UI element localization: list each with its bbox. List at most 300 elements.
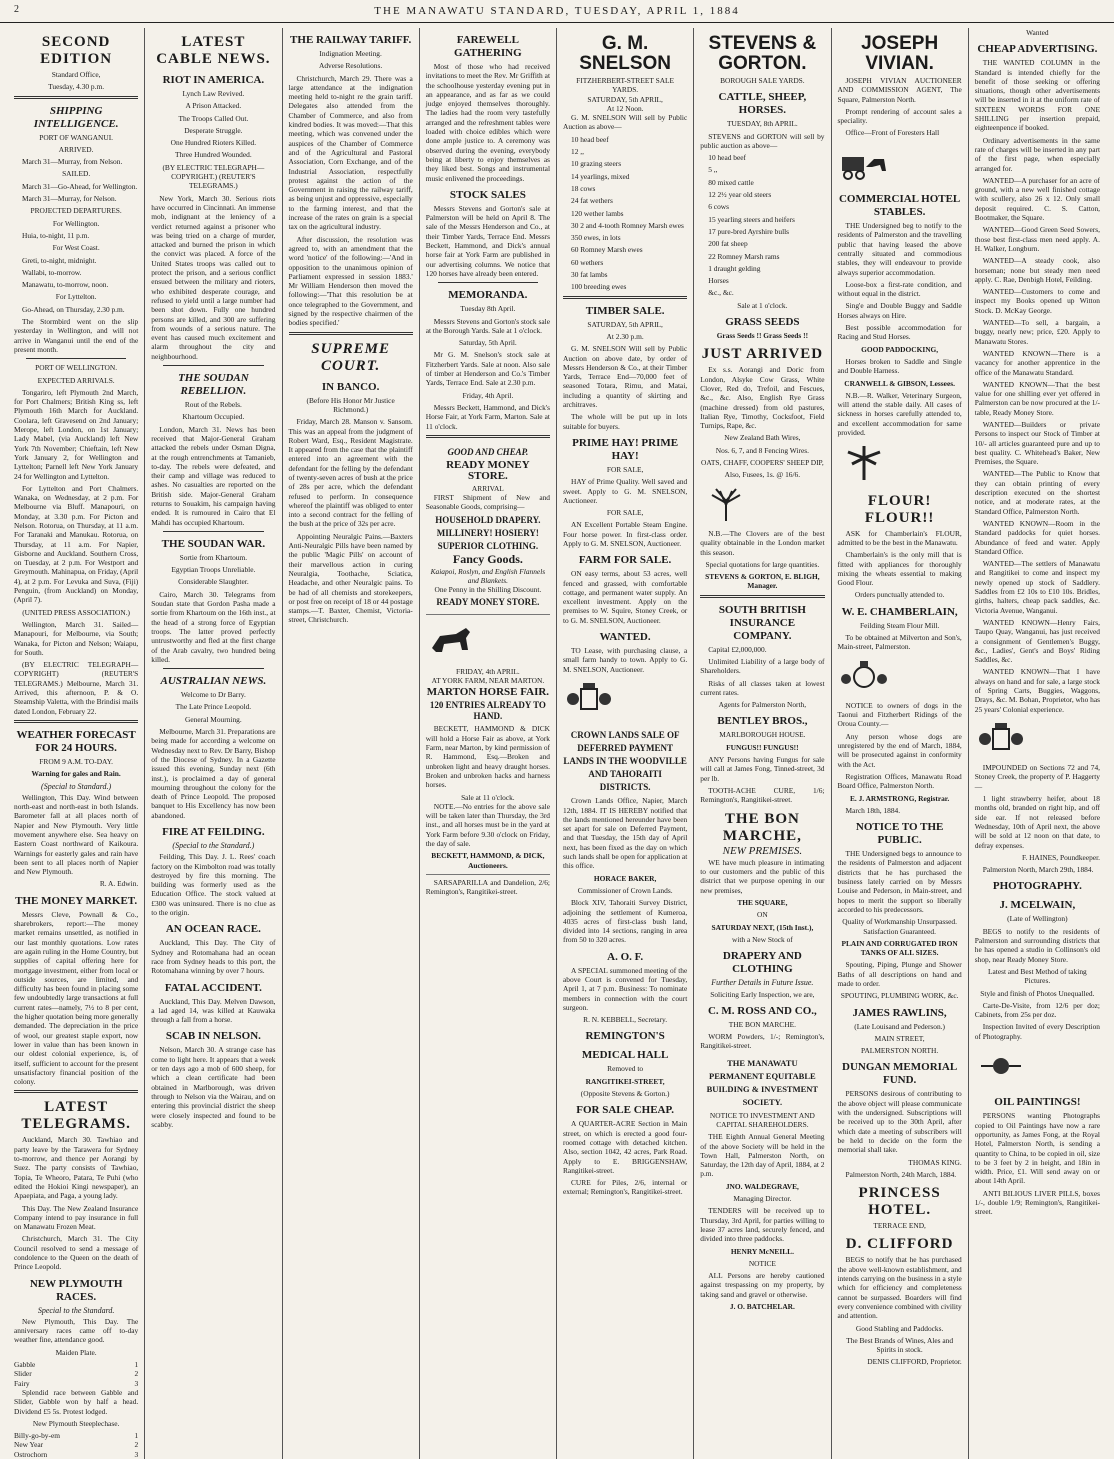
liver-pills-ad: ANTI BILIOUS LIVER PILLS, boxes 1/-, double 1/9; Remington's, Rangitikei-street. xyxy=(974,1188,1100,1217)
opposite: (Opposite Stevens & Gorton.) xyxy=(580,1089,670,1099)
aus-subhead: General Mourning. xyxy=(185,714,242,724)
soudan-war-heading: THE SOUDAN WAR. xyxy=(161,537,266,550)
flour-ask: ASK for Chamberlain's FLOUR, admitted to be the best in the Manawatu. xyxy=(837,528,962,547)
soudan-rebellion-heading: THE SOUDAN REBELLION. xyxy=(178,372,249,398)
fusees: Also, Fusees, 1s. @ 16/6. xyxy=(724,470,801,480)
telegram-paragraph: Auckland, March 30. Tawhiao and party leave by the Tarawera for Sydney to-morrow, and thence per Aorangi by Suez. The party consists of Tawhiao, Topia, Te Wheoro, Patara, Te Puhi (who edited the Hokioi Kingi newspaper), an Apaepiata, and Paga, a young lady. xyxy=(14,1135,139,1201)
reuter-paragraph: (BY ELECTRIC TELEGRAPH—COPYRIGHT) (REUTER'S TELEGRAMS.) Melbourne, March 31. Arrived, this afternoon, P. & O. Steamship Valetta, with the Brindisi mails dated London, February 22. xyxy=(14,660,139,716)
column-3 xyxy=(283,28,420,1459)
for-sale: FOR SALE, xyxy=(606,464,644,474)
bath-wires: New Zealand Bath Wires, xyxy=(724,433,801,443)
prime-hay-heading: PRIME HAY! PRIME HAY! xyxy=(572,436,679,462)
wanted-heading: WANTED. xyxy=(599,631,651,644)
orders: Orders punctually attended to. xyxy=(854,590,945,600)
weather-signature: R. A. Edwin. xyxy=(99,879,139,889)
dungan-fund-heading: DUNGAN MEMORIAL FUND. xyxy=(842,1061,958,1087)
tariff-subhead: Adverse Resolutions. xyxy=(319,61,383,71)
stock-sales-heading: STOCK SALES xyxy=(449,188,526,201)
registration-office: Registration Offices, Manawatu Road Board Office, Palmerston North. xyxy=(837,771,962,791)
wanted-label: Wanted xyxy=(1026,28,1049,37)
race-result-row: New Year 2 xyxy=(14,1440,139,1450)
reuter-credit: (BY ELECTRIC TELEGRAPH—COPYRIGHT.) (REUTER'S TELEGRAMS.) xyxy=(162,162,265,191)
money-market-heading: THE MONEY MARKET. xyxy=(15,894,138,907)
war-subhead: Egyptian Troops Unreliable. xyxy=(171,565,256,575)
racing-accommodation: Best possible accommodation for Racing and Stud Horses. xyxy=(837,323,962,342)
banco-heading: IN BANCO. xyxy=(321,380,380,393)
for-sale: FOR SALE, xyxy=(606,508,644,518)
aus-subhead: Welcome to Dr Barry. xyxy=(180,690,246,700)
stock-line: 120 wether lambs xyxy=(571,208,624,218)
ship-line: For West Coast. xyxy=(52,243,100,253)
palm-tree-icon xyxy=(838,444,890,480)
thomas-king: THOMAS KING. xyxy=(908,1157,962,1167)
drapery-heading: DRAPERY AND CLOTHING xyxy=(722,950,802,976)
batchelar: J. O. BATCHELAR. xyxy=(729,1302,795,1312)
palmerston-north: PALMERSTON NORTH. xyxy=(861,1046,939,1056)
races-heading: NEW PLYMOUTH RACES. xyxy=(29,1277,123,1303)
australian-news-heading: AUSTRALIAN NEWS. xyxy=(160,675,267,688)
stock-line: 200 fat sheep xyxy=(708,239,748,249)
auctioneers: BECKETT, HAMMOND, & DICK, Auctioneers. xyxy=(431,851,545,870)
wanted-ad: WANTED KNOWN—Henry Fairs, Taupo Quay, Wanganui, has just received a consignment of Gentlemen's Buggy, &c., Ladies', Gent's and Boys' Riding Saddles, &c. xyxy=(974,617,1100,665)
risks: Risks of all classes taken at lowest current rates. xyxy=(700,678,825,697)
good-and-cheap: GOOD AND CHEAP. xyxy=(447,446,529,457)
column-5 xyxy=(557,28,694,1459)
iron-tanks: PLAIN AND CORRUGATED IRON TANKS OF ALL SIZES. xyxy=(841,938,958,958)
fatal-accident-heading: FATAL ACCIDENT. xyxy=(164,981,262,994)
stock-line: 100 breeding ewes xyxy=(571,282,627,292)
armstrong: E. J. ARMSTRONG, Registrar. xyxy=(849,793,950,803)
stock-line: 30 2 and 4-tooth Romney Marsh ewes xyxy=(571,220,684,230)
commissioner: Commissioner of Crown Lands. xyxy=(577,885,673,895)
horses-broken: Horses broken to Saddle and Single and Double Harness. xyxy=(837,356,962,376)
bon-marche-heading: THE BON MARCHE, xyxy=(722,810,802,844)
commercial-hotel-heading: COMMERCIAL HOTEL STABLES. xyxy=(838,193,961,219)
memo-line: Messrs Beckett, Hammond, and Dick's Horse Fair, at York Farm, Marton. Sale at 11 o'clock. xyxy=(425,402,550,431)
stock-line: 22 Romney Marsh rams xyxy=(708,251,780,261)
bentley-heading: BENTLEY BROS., xyxy=(717,715,808,728)
column-1 xyxy=(8,28,145,1459)
stock-line: 10 head beef xyxy=(571,134,609,144)
ship-line: Manawatu, to-morrow, noon. xyxy=(22,280,109,290)
wanted-ad: WANTED KNOWN—There is a vacancy for another apprentice in the office of the Manawatu Standard. xyxy=(974,348,1100,377)
sale-time: Sale at 11 o'clock. xyxy=(461,792,515,802)
waldegrave: JNO. WALDEGRAVE, xyxy=(725,1181,799,1191)
shipping-heading: SHIPPING INTELLIGENCE. xyxy=(33,104,119,130)
trespass-notice: ALL Persons are hereby cautioned against trespassing on my property, by taking sand and gravel or otherwise. xyxy=(700,1271,825,1299)
stock-line: 12 2½ year old steers xyxy=(708,190,772,200)
oats-chaff: OATS, CHAFF, COOPERS' SHEEP DIP, xyxy=(701,458,824,468)
sarsaparilla-ad: SARSAPARILLA and Dandelion, 2/6; Remington's, Rangitikei-street. xyxy=(425,877,550,897)
races-paragraph: Splendid race between Gabble and Slider, Gabble won by half a head. Dividend £5 5s. Protest lodged. xyxy=(14,1387,139,1416)
notice-to-public-heading: NOTICE TO THE PUBLIC. xyxy=(855,821,944,847)
fair-date: FRIDAY, 4th APRIL. xyxy=(456,666,520,676)
toothache-ad: TOOTH-ACHE CURE, 1/6; Remington's, Rangitikei-street. xyxy=(700,785,825,805)
removed-to: Removed to xyxy=(607,1064,644,1074)
war-body: Cairo, March 30. Telegrams from Soudan state that Gordon Pasha made a sortie from Khartoum on the 16th inst., at the head of a strong force of Egyptian troops. The latter proved perfectly untrustworthy and fled at the first charge of the Arab cavalry, two hundred being killed. xyxy=(151,589,276,664)
vivian-office: Office—Front of Foresters Hall xyxy=(845,128,940,138)
medical-hall: MEDICAL HALL xyxy=(581,1049,669,1062)
the-square: THE SQUARE, xyxy=(737,898,788,908)
horace-baker: HORACE BAKER, xyxy=(593,873,657,883)
stock-sales-body: Messrs Stevens and Gorton's sale at Palmerston will be held on April 8. The sale of the Messrs Henderson and Co., at their Timber Yards, Terrace End. Messrs Beckett, Hammond, and Dick's annual horse fair at York Farm are published in our advertising columns. We notice that 120 horses have already been entered. xyxy=(425,203,550,278)
fire-heading: FIRE AT FEILDING. xyxy=(162,826,265,838)
masthead-title: THE MANAWATU STANDARD, TUESDAY, APRIL 1, 1884 xyxy=(374,5,740,17)
sale-time: Sale at 1 o'clock. xyxy=(737,300,788,310)
column-6 xyxy=(694,28,831,1459)
dungan-date: Palmerston North, 24th March, 1884. xyxy=(845,1169,957,1179)
impounded-notice: IMPOUNDED on Sections 72 and 74, Stoney Creek, the property of P. Haggerty— xyxy=(974,763,1100,791)
wanted-ad: WANTED KNOWN—Room in the Standard paddocks for quiet horses. Abundance of feed and water. Apply Standard Office. xyxy=(974,518,1100,556)
timber-date: SATURDAY, 5th APRIL, xyxy=(587,319,663,329)
coat-of-arms-icon xyxy=(975,721,1027,757)
sale-time: At 12 Noon. xyxy=(606,103,644,113)
flannels: Kaiapoi, Roslyn, and English Flannels and Blankets. xyxy=(430,566,546,585)
timber-lots: The whole will be put up in lots suitable for buyers. xyxy=(563,412,688,431)
tenders-body: TENDERS will be received up to Thursday, 3rd April, for parties willing to lease 37 acres land, securely fenced, and divided into three paddocks. xyxy=(700,1206,825,1244)
soudan-body: London, March 31. News has been received that Major-General Graham attacked the rebels under Osman Digna, at the rough entrenchments at Tamanieb, to-day. The rebels were defeated, and their camp and village was reduced to ashes. No casualties are reported on the British side. Major-General Graham returns to Souakim, his campaign having ended. It is rumoured in Cairo that El Mahdi has occupied Khartoum. xyxy=(151,424,276,527)
ship-line: PROJECTED DEPARTURES. xyxy=(30,206,122,216)
remington-heading: REMINGTON'S xyxy=(585,1030,665,1043)
edition-date: Tuesday, 4.30 p.m. xyxy=(48,82,105,92)
riot-subhead: Lynch Law Revived. xyxy=(182,89,245,98)
block-body: Block XIV, Tahoraiti Survey District, adjoining the settlement of Kumeroa, 4035 acres of first-class bush land, divided into 14 sections, ranging in area from 50 to 320 acres. xyxy=(563,898,688,945)
hotel-body: THE Undersigned beg to notify to the residents of Palmerston and the travelling public that having leased the above centrally situated and commodious stables, they will endeavour to provide always superior accommodation. xyxy=(837,221,962,277)
latest-method: Latest and Best Method of taking Pictures. xyxy=(988,966,1087,986)
quarter-acre-body: A QUARTER-ACRE Section in Main street, on which is erected a good four-roomed cottage with detached kitchen. Also, section 1042, 42 acres, Park Road. Apply to E. BRIGGENSHAW, Rangitikei-street. xyxy=(563,1119,688,1175)
clifford-body: BEGS to notify that he has purchased the above well-known establishment, and intends carrying on the business in a style which for efficiency and completeness cannot be surpassed. Boarders will find every convenience combined with civility and attention. xyxy=(837,1255,962,1321)
ship-line: For Wellington. xyxy=(52,218,100,228)
cheap-advertising-body: THE WANTED COLUMN in the Standard is intended chiefly for the benefit of those seeking or offering situations, though other advertisements will be inserted in it at the uniform rate of SIXTEEN WORDS FOR ONE SHILLING per insertion prepaid, eighteenpence if booked. xyxy=(974,58,1100,133)
plumbing-work: SPOUTING, PLUMBING WORK, &c. xyxy=(840,991,959,1001)
soudan-subhead: Khartoum Occupied. xyxy=(182,412,245,422)
special-credit: (Special to Standard.) xyxy=(41,781,112,791)
port-wanganui: PORT OF WANGANUI. xyxy=(39,132,114,142)
flour-heading: FLOUR! FLOUR!! xyxy=(864,492,935,526)
aof-body: A SPECIAL summoned meeting of the above Court is convened for Tuesday, April 1, at 7 p.m. Business: To nominate members in connection with the court surgeon. xyxy=(563,965,688,1012)
war-subhead: Sortie from Khartoum. xyxy=(179,552,248,562)
flour-mill: Feilding Steam Flour Mill. xyxy=(860,620,940,630)
hay-body: HAY of Prime Quality. Well saved and sweet. Apply to G. M. SNELSON, Auctioneer. xyxy=(563,477,688,505)
stock-line: 24 fat wethers xyxy=(571,196,613,206)
stock-line: 60 Romney Marsh ewes xyxy=(571,245,643,255)
clovers-note: N.B.—The Clovers are of the best quality obtainable in the London market this season. xyxy=(700,528,825,557)
bon-marche-footer: THE BON MARCHE. xyxy=(728,1019,796,1029)
column-7 xyxy=(832,28,969,1459)
royal-arms-icon xyxy=(838,659,890,695)
soudan-subhead: Rout of the Rebels. xyxy=(184,400,242,410)
farm-body: ON easy terms, about 53 acres, well fenced and grassed, with comfortable cottage, and permanent water supply. An excellent investment. Apply on the premises to W. Squire, Stoney Creek, or to G. M. SNELSON, Auctioneer. xyxy=(563,569,688,625)
weather-forecast-heading: WEATHER FORECAST FOR 24 HOURS. xyxy=(16,728,136,754)
aus-body: Melbourne, March 31. Preparations are being made for according a welcome on Wednesday next to Rev. Dr Barry, Bishop of the Diocese of Sydney. In a Gazette issued this evening, Sunday next (6th inst.), is proclaimed a day of general mourning throughout the colony for the death of Prince Leopold. The proposed banquet to His Excellency has now been abandoned. xyxy=(151,727,276,820)
court-sub: (Before His Honor Mr Justice Richmond.) xyxy=(306,395,395,414)
ship-line: Huia, to-night, 11 p.m. xyxy=(22,230,90,240)
races-credit: Special to the Standard. xyxy=(37,1305,115,1315)
fair-body: BECKETT, HAMMOND & DICK will hold a Horse Fair as above, at York Farm, near Marton, by kind permission of R. Hammond, Esq.—Broken and unbroken light and heavy draught horses. Broken and unbroken hacks and harness horses. xyxy=(425,724,550,790)
ready-money-store-ad xyxy=(426,442,550,615)
veterinary-note: N.B.—R. Walker, Veterinary Surgeon, will attend the stable daily. All cases of sickness in horses carefully attended to, and excellent accommodation for same provided. xyxy=(837,390,962,438)
engine-body: AN Excellent Portable Steam Engine. Four horse power. In first-class order. Apply to G. M. SNELSON, Auctioneer. xyxy=(563,520,688,548)
notice-date: March 18th, 1884. xyxy=(845,805,901,815)
railway-tariff-heading: THE RAILWAY TARIFF. xyxy=(290,34,412,46)
penny-discount: One Penny in the Shilling Discount. xyxy=(434,585,542,595)
memo-line: Messrs Stevens and Gorton's stock sale at the Borough Yards. Sale at 1 o'clock. xyxy=(425,316,550,335)
stock-line: 14 yearlings, mixed xyxy=(571,171,630,181)
fatal-accident-body: Auckland, This Day. Melven Dawson, a lad aged 14, was killed at Kauwaka through a fall from a horse. xyxy=(151,996,276,1025)
photo-body: BEGS to notify to the residents of Palmerston and surrounding districts that he has opened a studio in Collinson's old shop, near Ready Money Store. xyxy=(974,926,1100,964)
maiden-plate: Maiden Plate. xyxy=(55,1347,97,1357)
quality-workmanship: Quality of Workmanship Unsurpassed. Satisfaction Guaranteed. xyxy=(842,917,957,936)
wanted-ad: WANTED—Builders or private Persons to inspect our Stock of Timber at 10/- all articles guaranteed pure and up to best quality. C. Whitehead's Baker, New Premises, the Square. xyxy=(974,419,1100,467)
column-2 xyxy=(145,28,282,1459)
race-result-row: Gabble 1 xyxy=(14,1360,139,1370)
terrace-end: TERRACE END, xyxy=(873,1221,926,1231)
liability: Unlimited Liability of a large body of Shareholders. xyxy=(700,656,825,676)
on-label: ON xyxy=(757,910,768,920)
grass-seeds-heading: GRASS SEEDS xyxy=(725,316,800,329)
mcelwain-heading: J. MCELWAIN, xyxy=(999,899,1076,912)
wheat-sheaf-icon xyxy=(700,487,752,523)
wire-credit: (UNITED PRESS ASSOCIATION.) xyxy=(22,607,131,617)
memo-line: Tuesday 8th April. xyxy=(460,304,516,314)
cure-ad: CURE for Piles, 2/6, internal or external; Remington's, Rangitikei-street. xyxy=(563,1178,688,1197)
capital: Capital £2,000,000. xyxy=(708,644,767,654)
milverton: To be obtained at Milverton and Son's, Main-street, Palmerston. xyxy=(837,632,962,652)
kebbell: R. N. KEBBELL, Secretary. xyxy=(583,1015,668,1025)
fungus-heading: FUNGUS!! FUNGUS!! xyxy=(726,742,799,752)
neuralgic-paragraph: Appointing Neuralgic Pains.—Baxters Anti-Neuralgic Pills have been named by the public 'Magic Pills' on account of their marvellous action in curing Neuralgia, Toothache, Sciatica, Headache, and other Neuralgic pains. To be had of all chemists and storekeepers, or post free on receipt of 18 or 44 postage stamps.—T. Baxter, Chemist, Victoria-street, Christchurch. xyxy=(288,531,413,625)
good-paddocking: GOOD PADDOCKING, xyxy=(861,344,939,354)
rangitikei-street: RANGITIKEI-STREET, xyxy=(585,1076,665,1086)
court-body: Friday, March 28. Manson v. Sansom. This was an appeal from the judgment of Robert Ward, Esq., Resident Magistrate. It appeared from the case that the plaintiff entered into an agreement with the defendant for the felling by the defendant of twenty-seven acres of bush at the price of 28s per acre, which the defendant refused to perform. In consequence whereof the plaintiff was obliged to enter into a second contract for the felling of the bush at the price of 32s per acre. xyxy=(288,417,413,529)
cranwell-gibson: CRANWELL & GIBSON, Lessees. xyxy=(844,378,955,388)
loose-box: Loose-box a first-rate condition, and without equal in the district. xyxy=(837,279,962,299)
fair-location: AT YORK FARM, NEAR MARTON. xyxy=(431,676,545,686)
horse-engraving-icon xyxy=(426,622,478,658)
ocean-race-body: Auckland, This Day. The City of Sydney and Rotomahana had an ocean race from Sydney heads to this port, the Rotomahana winning by over 7 hours. xyxy=(151,938,276,976)
weather-paragraph: Wellington, This Day. Wind between north-east and north-east in both Islands. Barometer fall at all places north of Napier and New Plymouth. Very little movement anywhere else. Sea heavy on Eastern Coast northward of Kaikoura. Warnings for easterly gales and rain have been sent to all places north of Napier and New Plymouth. xyxy=(14,792,139,877)
mcneill: HENRY McNEILL. xyxy=(730,1246,794,1256)
notice-label: NOTICE xyxy=(748,1258,776,1268)
wanted-ad: WANTED KNOWN—That the best value for one shilling ever yet offered in Palmerston can be now procured at the 1/- table, Ready Money Store. xyxy=(974,379,1100,417)
haines: F. HAINES, Poundkeeper. xyxy=(1021,852,1100,862)
coat-of-arms-icon xyxy=(563,681,615,717)
marlborough-house: MARLBOROUGH HOUSE. xyxy=(719,730,806,740)
port-wellington: PORT OF WELLINGTON. xyxy=(35,363,118,373)
wanted-ad: WANTED—The settlers of Manawatu and Rangitikei to come and inspect my newly opened up stock of Saddlery. Saddles from £2 10s to £10 10s. Bridles, girths, halters, cheap pack saddles, &c. Victoria Avenue, Wanganui. xyxy=(974,559,1100,615)
farewell-body: Most of those who had received invitations to meet the Rev. Mr Griffith at the schoolhouse yesterday evening put in an appearance, and as far as we could judge enjoyed themselves thoroughly. The ladies had the room very tastefully arranged and the refreshment tables were loaded with choice edibles which were done ample justice to. A ceremony was observed during the evening, everybody being at liberty to enjoy themselves as they liked best. Songs and instrumental music enlivened the proceedings. xyxy=(425,62,550,183)
cheap-advertising-heading: CHEAP ADVERTISING. xyxy=(977,43,1098,56)
main-street: MAIN STREET, xyxy=(874,1033,925,1043)
chamberlain-heading: W. E. CHAMBERLAIN, xyxy=(841,605,958,618)
stabling: Good Stabling and Paddocks. xyxy=(855,1323,944,1333)
tariff-body: After discussion, the resolution was agreed to, with an amendment that the word 'notice' of the following:—'And in opposition to the unanimous opinion of Parliament expressed in session 1883.' Mr William Henderson then moved the following:—'That this resolution be at once telegraphed to the Government, and signed by the respective chairmen of the bodies specified.' xyxy=(288,234,413,328)
wines: The Best Brands of Wines, Ales and Spirits in stock. xyxy=(846,1335,954,1355)
fair-note: NOTE.—No entries for the above sale will be taken later than Thursday, the 3rd inst., and all horses must be in the yard at York Farm before 9.30 o'clock on Friday, the day of sale. xyxy=(425,801,550,849)
second-edition-heading: SECOND EDITION xyxy=(40,34,113,67)
south-british-heading: SOUTH BRITISH INSURANCE COMPANY. xyxy=(718,603,806,642)
household-drapery: HOUSEHOLD DRAPERY. xyxy=(435,514,541,525)
page-number: 2 xyxy=(14,4,21,15)
memo-line: Saturday, 5th April. xyxy=(458,338,517,348)
coach-engraving-icon xyxy=(838,145,890,181)
ornament-icon xyxy=(975,1048,1027,1084)
worm-powders: WORM Powders, 1/-; Remington's, Rangitikei-street. xyxy=(700,1032,825,1051)
wanted-ad: WANTED—Customers to come and inspect my Books opened up Witton Stock. D. McKay George. xyxy=(974,287,1100,315)
dog-notice-body: Any person whose dogs are unregistered by the end of March, 1884, will be prosecuted against in conformity with the Act. xyxy=(837,731,962,769)
entries-count: 120 ENTRIES ALREADY TO HAND. xyxy=(429,700,546,722)
borough-yards: BOROUGH SALE YARDS. xyxy=(720,76,805,85)
race-result-row: Billy-go-by-em 1 xyxy=(14,1431,139,1441)
weather-warning: Warning for gales and Rain. xyxy=(31,769,121,779)
opening-date: SATURDAY NEXT, (15th Inst.), xyxy=(711,922,814,932)
weather-subheading: FROM 9 A.M. TO-DAY. xyxy=(39,756,113,766)
latest-telegrams-heading: LATEST TELEGRAMS. xyxy=(21,1099,131,1133)
impounded-date: Palmerston North, March 29th, 1884. xyxy=(982,865,1094,875)
stock-line: 18 cows xyxy=(571,183,596,193)
clifford-heading: D. CLIFFORD xyxy=(845,1236,954,1253)
bon-marche-body: WE have much pleasure in intimating to our customers and the public of this district that we purpose opening in our new premises, xyxy=(700,857,825,895)
stevens-intro: STEVENS and GORTON will sell by public auction as above— xyxy=(700,131,825,150)
expected-arrivals-label: EXPECTED ARRIVALS. xyxy=(37,375,115,385)
dog-notice: NOTICE to owners of dogs in the Taonui and Fitzherbert Ridings of the Oroua County.— xyxy=(837,700,962,729)
first-shipment: FIRST Shipment of New and Seasonable Goods, comprising— xyxy=(425,493,550,512)
stock-line: 10 head beef xyxy=(708,153,747,163)
stock-line: 350 ewes, in lots xyxy=(571,233,621,243)
stock-line: 60 wethers xyxy=(571,257,604,267)
stock-line: 17 pure-bred Ayrshire bulls xyxy=(708,226,790,236)
for-sale-cheap: FOR SALE CHEAP. xyxy=(576,1104,674,1117)
late-of-wellington: (Late of Wellington) xyxy=(1007,914,1068,924)
stock-line: 30 fat lambs xyxy=(571,270,608,280)
ordinary-advertising: Ordinary advertisements in the same rate of charges will be inserted in any part of the first page, when especially arranged for. xyxy=(974,135,1100,173)
princess-hotel-heading: PRINCESS HOTEL. xyxy=(858,1185,941,1219)
spouting-body: Spouting, Piping, Plunge and Shower Baths of all descriptions on hand and made to order. xyxy=(837,960,962,988)
ship-line: Wallabi, to-morrow. xyxy=(22,267,82,277)
just-arrived: JUST ARRIVED xyxy=(701,346,824,363)
scab-heading: SCAB IN NELSON. xyxy=(165,1030,261,1043)
cable-news-heading: LATEST CABLE NEWS. xyxy=(156,34,271,67)
new-premises: NEW PREMISES. xyxy=(722,844,803,857)
rawlins-heading: JAMES RAWLINS, xyxy=(852,1006,947,1019)
supreme-court-heading: SUPREME COURT. xyxy=(311,340,390,374)
ocean-race-heading: AN OCEAN RACE. xyxy=(165,923,261,936)
riot-subhead: Three Hundred Wounded. xyxy=(175,150,252,160)
stock-line: Horses xyxy=(708,276,729,286)
arrived-label: ARRIVED. xyxy=(58,144,94,154)
further-details: Further Details in Future Issue. xyxy=(711,978,814,988)
joseph-vivian-heading: JOSEPH VIVIAN. xyxy=(861,33,939,74)
managing-director: Managing Director. xyxy=(733,1194,792,1204)
grass-seeds-sub: Grass Seeds !! Grass Seeds !! xyxy=(716,331,809,341)
wanted-ad: WANTED KNOWN—That I have always on hand and for sale, a large stock of Spring Carts, Buggies, Waggons, Drays, &c. M. Bohan, Proprietor, who has 25 years' Colonial experience. xyxy=(974,667,1100,714)
ross-heading: C. M. ROSS AND CO., xyxy=(707,1004,817,1017)
wanted-ad: WANTED—A steady cook, also horseman; none but steady men need apply. C. Rae, Denbigh Hotel, Feilding. xyxy=(974,256,1100,284)
late-louisand: (Late Louisand and Pederson.) xyxy=(854,1021,945,1031)
departures-paragraph: For Lyttelton and Port Chalmers. Wanaka, on Wednesday, at 2 p.m. For Melbourne via Bluff. Manapouri, on Monday, at 3.30 p.m. For Picton and Nelson. Rotorua, on Thursday, at 11 a.m. For Taranaki and Manukau. Rotorua, on Thursday, at 11 a.m. For Napier, Gisborne and Auckland. Southern Cross, on Tuesday, at 2 p.m. For Westport and Greymouth. Mahinapua, on Friday, (April 4), at 2 p.m. For Levuka and Suva, (Fiji) Penguin, (from Auckland) on Monday, (April 7). xyxy=(14,483,139,605)
ship-line: March 31—Murray, for Nelson. xyxy=(22,194,117,204)
ship-line: Greti, to-night, midnight. xyxy=(22,255,97,265)
sale-yards: FITZHERBERT-STREET SALE YARDS. xyxy=(576,76,675,95)
seeds-body: Ex s.s. Aorangi and Doric from London, Alsyke Cow Grass, White Clover, Red do, Trefoil, and Fescues, &c., &c. Also, English Rye Grass (machine dressed) from old pastures, Italian Rye, Timothy, Cocksfoot, Field Turnips, Rape, &c. xyxy=(700,365,825,431)
millinery: MILLINERY! HOSIERY! xyxy=(436,527,539,538)
aof-heading: A. O. F. xyxy=(607,950,644,963)
buggy-hire: Sing'e and Double Buggy and Saddle Horses always on Hire. xyxy=(837,301,962,320)
wanted-body: TO Lease, with purchasing clause, a small farm handy to town. Apply to G. M. SNELSON, Auctioneer. xyxy=(563,646,688,674)
stock-line: 1 draught gelding xyxy=(708,263,761,273)
timber-sale-heading: TIMBER SALE. xyxy=(585,304,665,317)
telegram-paragraph: This Day. The New Zealand Insurance Company intend to pay insurance in full on Manawatu Frozen Meat. xyxy=(14,1203,139,1232)
snelson-heading: G. M. SNELSON xyxy=(579,33,672,74)
stormbird-paragraph: The Stormbird went on the slip yesterday in Wellington, and will not arrive in Wanganui until the end of the present month. xyxy=(14,317,139,354)
photography-heading: PHOTOGRAPHY. xyxy=(992,880,1082,893)
masthead xyxy=(0,0,1114,23)
ship-line: For Lyttelton. xyxy=(55,292,97,302)
investment-notice: NOTICE TO INVESTMENT AND CAPITAL SHAREHOLDERS. xyxy=(709,1110,815,1129)
stock-line: 80 mixed cattle xyxy=(708,177,754,187)
riot-body: New York, March 30. Serious riots have occurred in Cincinnati. An immense mob, indignant at the leniency of a verdict returned against a prisoner who was being tried on a charge of murder, attacked and burned the prison in which the convict was placed. A force of the United States troops was called out to protect the prison, and a serious conflict ensued between the military and rioters, who exhibited desperate courage, and refused to yield until a large number had been shot down. Fully one hundred persons are killed, and 300 are suffering from wounds of a serious nature. The event has caused much excitement and alarm throughout the city and neighbourhood. xyxy=(151,193,276,361)
sailed-paragraph: Wellington, March 31. Sailed—Manapouri, for Melbourne, via South; Wanaka, for Picton and Nelson; Waiapu, for South. xyxy=(14,619,139,657)
riot-subhead: One Hundred Rioters Killed. xyxy=(170,138,257,148)
memo-line: Friday, 4th April. xyxy=(462,390,514,400)
flour-body: Chamberlain's is the only mill that is fitted with appliances for thoroughly mixing the wheats essential to making Good Flour. xyxy=(837,550,962,588)
building-society-heading: THE MANAWATU PERMANENT EQUITABLE BUILDING & INVESTMENT SOCIETY. xyxy=(706,1057,819,1107)
stevens-gorton-heading: STEVENS & GORTON. xyxy=(708,33,817,74)
fire-credit: (Special to the Standard.) xyxy=(172,841,255,850)
ready-money-store-footer: READY MONEY STORE. xyxy=(436,596,540,607)
dungan-body: PERSONS desirous of contributing to the above object will please communicate with the undersigned. Subscriptions will be received up to the 30th April, after which date a meeting of subscribers will be held to decide on the form the memorial shall take. xyxy=(837,1089,962,1155)
superior-clothing: SUPERIOR CLOTHING. xyxy=(437,540,539,551)
inspection-invited: Inspection Invited of every Description of Photography. xyxy=(974,1022,1100,1041)
wanted-ad: WANTED—A purchaser for an acre of ground, with a new well finished cottage with scullery, also 26 x 12. Only small deposit required. C. S. Catton, Bootmaker, the Square. xyxy=(974,175,1100,223)
wanted-ad: WANTED—Good Green Seed Sowers, those best first-class men need apply. A. H. Walker, Longburn. xyxy=(974,225,1100,253)
new-stock: with a New Stock of xyxy=(731,934,793,944)
aus-subhead: The Late Prince Leopold. xyxy=(175,702,252,712)
fire-body: Feilding, This Day. J. L. Rees' coach factory on the Kimbolton road was totally destroyed by fire this morning. The building was formerly used as the Education Office. The stock valued at £300 was uninsured. There is no clue as to the origin. xyxy=(151,852,276,918)
ship-line: March 31—Go-Ahead, for Wellington. xyxy=(22,181,138,191)
telegram-paragraph: Christchurch, March 31. The City Council resolved to send a message of condolence to the Queen on the death of Prince Leopold. xyxy=(14,1234,139,1272)
oil-paintings-heading: OIL PAINTINGS! xyxy=(994,1096,1081,1109)
riot-heading: RIOT IN AMERICA. xyxy=(162,74,265,86)
riot-subhead: The Troops Called Out. xyxy=(178,113,249,123)
clifford-proprietor: DENIS CLIFFORD, Proprietor. xyxy=(867,1357,962,1367)
soliciting: Soliciting Early Inspection, we are, xyxy=(710,989,815,999)
fungus-body: ANY Persons having Fungus for sale will call at James Fong, Tinned-street, 3d per lb. xyxy=(700,755,825,783)
office-line: Standard Office, xyxy=(51,70,101,79)
memo-line: Mr G. M. Snelson's stock sale at Fitzherbert Yards. Sale at noon. Also sale of timber at Henderson and Co.'s Timber Yards, Terrace End. Sale at 2.30 p.m. xyxy=(425,350,550,388)
public-body: THE Undersigned begs to announce to the residents of Palmerston and adjacent districts that he has purchased the business lately carried on by Messrs Louise and Pederson, in Main-street, and hopes to merit the support so liberally accorded to his predecessors. xyxy=(837,849,962,914)
wanted-ad: WANTED—To sell, a bargain, a buggy, nearly new; price, £20. Apply to Manawatu Stores. xyxy=(974,318,1100,346)
fencing-wires: Nos. 6, 7, and 8 Fencing Wires. xyxy=(715,445,809,455)
farewell-heading: FAREWELL GATHERING xyxy=(454,34,522,59)
crown-lands-heading: CROWN LANDS SALE OF DEFERRED PAYMENT LANDS IN THE WOODVILLE AND TAHORAITI DISTRICTS. xyxy=(563,730,687,793)
wanted-ad: WANTED—The Public to Know that they can obtain printing of every description executed on the shortest notice, and at moderate rates, at the Standard Office, Palmerston North. xyxy=(974,469,1100,516)
column-4 xyxy=(420,28,557,1459)
column-8 xyxy=(969,28,1106,1459)
stock-line: 10 grazing steers xyxy=(571,159,622,169)
riot-subhead: A Prison Attacked. xyxy=(185,101,242,111)
horse-fair-ad xyxy=(426,664,550,875)
memoranda-heading: MEMORANDA. xyxy=(448,289,528,302)
sale-date: TUESDAY, 8th APRIL. xyxy=(727,119,798,129)
stock-line: &c., &c. xyxy=(708,288,734,298)
vivian-sub: JOSEPH VIVIAN AUCTIONEER AND COMMISSION AGENT, The Square, Palmerston North. xyxy=(837,76,962,104)
timber-time: At 2.30 p.m. xyxy=(606,331,644,341)
impounded-body: 1 light strawberry heifer, about 18 months old, branded on right hip, and off side ear. If not released before Wednesday, 10th of April next, the above will be sold at 12 noon on that date, to defray expenses. xyxy=(974,794,1100,850)
war-subhead: Considerable Slaughter. xyxy=(178,577,249,587)
special-quotations: Special quotations for large quantities. xyxy=(705,559,820,569)
stevens-signature: STEVENS & GORTON, E. BLIGH, Manager. xyxy=(705,572,820,591)
